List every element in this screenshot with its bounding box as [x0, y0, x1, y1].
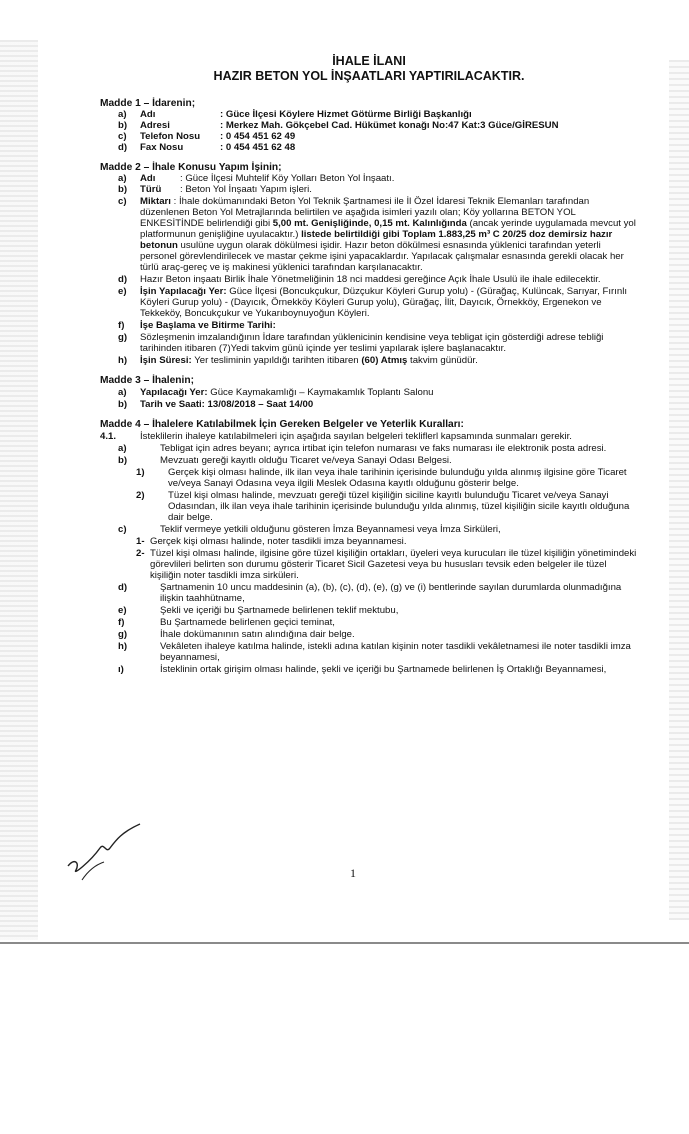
- madde2-d: d) Hazır Beton inşaatı Birlik İhale Yönetmeliğinin 18 nci maddesi gereğince Açık İhale Usulü ile ihale edilecektir.: [118, 274, 601, 285]
- madde3-b: b) Tarih ve Saati: 13/08/2018 – Saat 14/00: [118, 399, 314, 410]
- madde2-b: b) Türü : Beton Yol İnşaatı Yapım işleri.: [118, 184, 312, 195]
- madde2-e: e) İşin Yapılacağı Yer: Güce İlçesi (Boncukçukur, Düzçukur Köyleri Gurup yolu) - (Gürağaç, Kulüncak, Sarıyar, Fırınlı Köyleri Gurup yolu) - (Dayıcık, Örnekköy Köyleri Gurup yolu), Gürağaç, İlit, Dayıcık, Örnekköy, Ergenekon ve Tekkeköy, Boncukçukur ve Yukarıboynuyoğun Köyleri.: [118, 286, 628, 319]
- madde2-g: g) Sözleşmenin imzalandığının İdare tarafından yüklenicinin kendisine veya tebligat için gösterdiği adrese tebliği tarihinden itibaren (7)Yedi takvim günü içinde yer teslimi yapılarak işlere başlanacaktır.: [118, 332, 604, 354]
- madde4-c1: 1- Gerçek kişi olması halinde, noter tasdikli imza beyannamesi.: [136, 536, 407, 547]
- signature-icon: [60, 818, 150, 888]
- madde2-list: [100, 173, 638, 366]
- scan-artifact-left: [0, 40, 38, 940]
- madde4-d: d) Şartnamenin 10 uncu maddesinin (a), (b), (c), (d), (e), (g) ve (i) bentlerinde sayılan durumlarda olunmadığına ilişkin taahhütname,: [118, 582, 622, 604]
- madde2-c: c) Miktarı : İhale dokümanındaki Beton Yol Teknik Şartnamesi ile İl Özel İdaresi Teknik Elemanları tarafından düzenlenen Beton Yol Metrajlarında belirtilen ve aşağıda isimleri yazılı olan; Köy yollarına BETON YOL ENKESİTİNDE belirlendiği gibi 5,00 mt. Genişliğinde, 0,15 mt. Kalınlığında (ancak yerinde uygulamada mevcut yol platformunun genişliğine uyulacaktır.) listede belirtildiği gibi Toplam 1.883,25 m³ C 20/25 doz demirsiz hazır betonun usulüne uygun olarak dökülmesi işidir. Hazır beton dökülmesi esnasında yüklenici tarafından yeterli personel görevlendirilecek ve mastar çekme işini yapacaklardır. Yapılacak çalışmalar esnasında gerekli olacak her türlü araç-gereç ve iş makinesi yüklenici tarafından karşılanacaktır.: [118, 196, 636, 273]
- madde4-c: c) Teklif vermeye yetkili olduğunu gösteren İmza Beyannamesi veya İmza Sirküleri,: [118, 524, 501, 535]
- madde1-list: [100, 109, 638, 153]
- madde4-i: ı) İsteklinin ortak girişim olması halinde, şekli ve içeriği bu Şartnamede belirlenen İş Ortaklığı Beyannamesi,: [118, 664, 607, 675]
- page-edge-line: [0, 942, 689, 944]
- page-number: 1: [350, 866, 356, 880]
- madde4-h: h) Vekâleten ihaleye katılma halinde, istekli adına katılan kişinin noter tasdikli vekâletnamesi ile noter tasdikli imza beyannamesi,: [118, 641, 631, 663]
- madde4-b1: 1) Gerçek kişi olması halinde, ilk ilan veya ihale tarihinin içerisinde bulunduğu yılda alınmış ilgisine göre Ticaret ve/veya Sanayi Odasına veya ilgili Meslek Odasına kayıtlı olduğunu gösterir belge.: [136, 467, 627, 489]
- madde4-e: e) Şekli ve içeriği bu Şartnamede belirlenen teklif mektubu,: [118, 605, 399, 616]
- madde1-c: c) Telefon Nosu : 0 454 451 62 49: [118, 131, 296, 142]
- madde4-p41: 4.1. İsteklilerin ihaleye katılabilmeleri için aşağıda sayılan belgeleri tekliflerl kapsamında sunmaları gerekir.: [100, 431, 572, 442]
- title-line-2: HAZIR BETON YOL İNŞAATLARI YAPTIRILACAKTIR.: [213, 69, 525, 83]
- scan-artifact-right: [669, 60, 689, 920]
- madde3-list: [100, 387, 638, 410]
- madde4-list: [100, 443, 638, 675]
- title-line-1: İHALE İLANI: [332, 54, 406, 68]
- madde2-f: f) İşe Başlama ve Bitirme Tarihi:: [118, 320, 276, 331]
- madde3-heading: Madde 3 – İhalenin;: [100, 375, 194, 386]
- madde4-heading: Madde 4 – İhalelere Katılabilmek İçin Gereken Belgeler ve Yeterlik Kuralları:: [100, 419, 464, 430]
- document-body: [100, 54, 638, 675]
- madde1-heading: Madde 1 – İdarenin;: [100, 98, 196, 109]
- madde4-c2: 2- Tüzel kişi olması halinde, ilgisine göre tüzel kişiliğin ortakları, üyeleri veya kurucuları ile tüzel kişiliğin yönetimindeki görevlileri belirten son durumu gösterir Ticaret Sicil Gazetesi veya bu hususları tevsik eden belgeler ile tüzel kişiliğin noter tasdikli imza sirküleri.: [136, 548, 637, 581]
- madde1-d: d) Fax Nosu : 0 454 451 62 48: [118, 142, 296, 153]
- madde2-heading: Madde 2 – İhale Konusu Yapım İşinin;: [100, 162, 282, 173]
- madde2-a: a) Adı : Güce İlçesi Muhtelif Köy Yolları Beton Yol İnşaatı.: [118, 173, 395, 184]
- madde4-a: a) Tebligat için adres beyanı; ayrıca irtibat için telefon numarası ve faks numarası ile elektronik posta adresi.: [118, 443, 607, 454]
- madde4-g: g) İhale dokümanının satın alındığına dair belge.: [118, 629, 355, 640]
- madde4-b2: 2) Tüzel kişi olması halinde, mevzuatı gereği tüzel kişiliğin siciline kayıtlı bulunduğu Ticaret ve/veya Sanayi Odasından, ilk ilan veya ihale tarihinin içerisinde bulunduğu yılda alınmış, tüzel kişiliğin sicile kayıtlı olduğuna dair belge.: [136, 490, 630, 523]
- madde4-b: b) Mevzuatı gereği kayıtlı olduğu Ticaret ve/veya Sanayi Odası Belgesi.: [118, 455, 452, 466]
- madde1-a: a) Adı : Güce İlçesi Köylere Hizmet Götürme Birliği Başkanlığı: [118, 109, 472, 120]
- madde4-f: f) Bu Şartnamede belirlenen geçici teminat,: [118, 617, 335, 628]
- madde2-h: h) İşin Süresi: Yer tesliminin yapıldığı tarihten itibaren (60) Atmış takvim günüdür.: [118, 355, 478, 366]
- madde3-a: a) Yapılacağı Yer: Güce Kaymakamlığı – Kaymakamlık Toplantı Salonu: [118, 387, 434, 398]
- madde1-b: b) Adresi : Merkez Mah. Gökçebel Cad. Hükümet konağı No:47 Kat:3 Güce/GİRESUN: [118, 120, 559, 131]
